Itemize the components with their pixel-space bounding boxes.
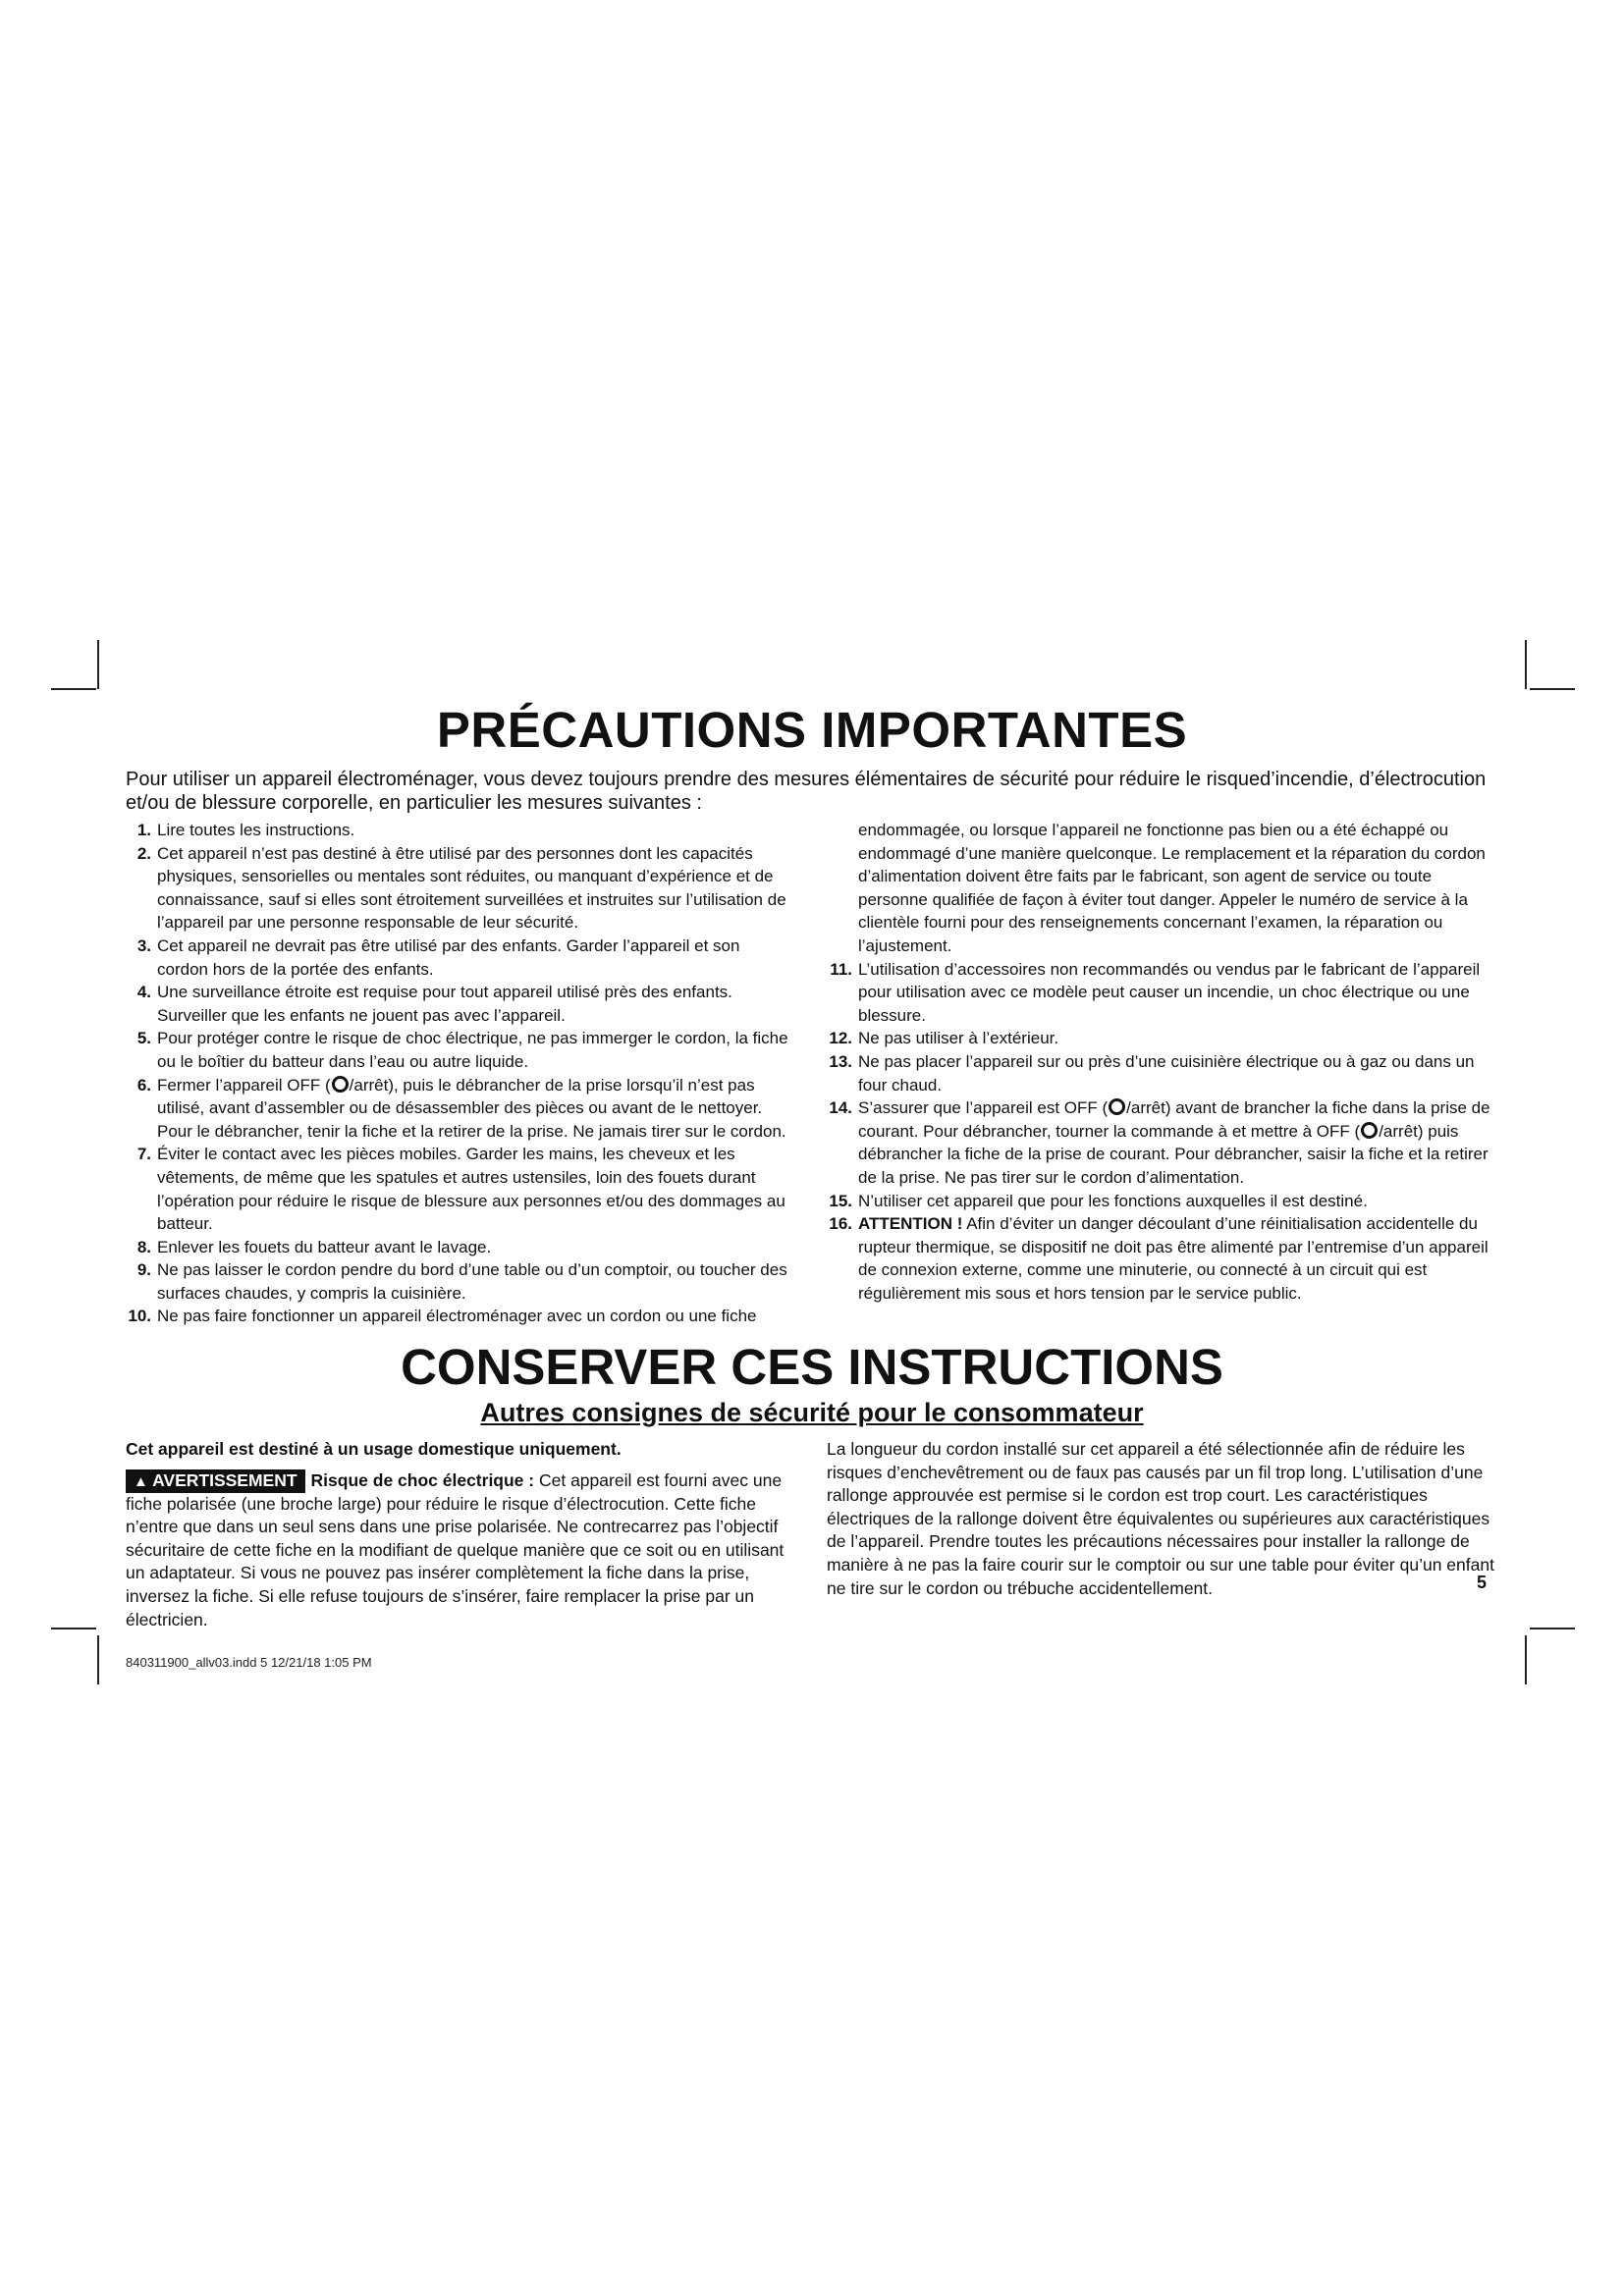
print-slug: 840311900_allv03.indd 5 12/21/18 1:05 PM (126, 1655, 372, 1670)
list-item: 10. Ne pas faire fonctionner un appareil électroménager avec un cordon ou une fiche (128, 1307, 757, 1326)
page-title: PRÉCAUTIONS IMPORTANTES (436, 702, 1188, 758)
crop-mark-top-left (97, 640, 99, 689)
list-item: 1. Lire toutes les instructions. (136, 821, 355, 839)
list-item: 3. Cet appareil ne devrait pas être utilisé par des enfants. Garder l’appareil et son cordon hors de la portée des enfants. (136, 935, 740, 979)
consumer-safety-section (126, 1438, 1498, 1631)
list-item: 12. Ne pas utiliser à l’extérieur. (829, 1029, 1059, 1048)
warning-badge: ▲ AVERTISSEMENT (126, 1469, 305, 1493)
crop-mark-bottom-right (1525, 1635, 1527, 1684)
crop-mark-top-right (1525, 640, 1527, 689)
consumer-right-column (827, 1438, 1498, 1631)
list-item: 6. Fermer l’appareil OFF ( /arrêt), puis le débrancher de la prise lorsqu’il n’est pas utilisé, avant d’assembler ou de désassembler des pièces ou avant de le nettoyer. Pour le débrancher, tenir la fiche et la retirer de la prise. Ne jamais tirer sur le cordon. (136, 1075, 786, 1141)
crop-mark-bottom-right-h (1530, 1628, 1575, 1629)
precautions-columns (126, 819, 1498, 1328)
list-item: 5. Pour protéger contre le risque de choc électrique, ne pas immerger le cordon, la fiche ou le boîtier du batteur dans l’eau ou autre liquide. (136, 1029, 788, 1071)
power-off-icon (1109, 1098, 1125, 1115)
page-number: 5 (1477, 1573, 1488, 1592)
extension-cord-paragraph: La longueur du cordon installé sur cet appareil a été sélectionnée afin de réduire les risques d’enchevêtrement ou de faux pas causés par un fil trop long. L’utilisation d’une rallonge approuvée est permise si le cordon est trop court. Les caractéristiques électriques de la rallonge doivent être équivalentes ou supérieures aux caractéristiques de l’appareil. Prendre toutes les précautions nécessaires pour installer la rallonge de manière à ne pas la faire courir sur le comptoir ou sur une table pour éviter qu’un enfant ne tire sur le cordon ou trébuche accidentellement. (827, 1439, 1494, 1598)
list-item: 11. L’utilisation d’accessoires non recommandés ou vendus par le fabricant de l’appareil pour utilisation avec ce modèle peut causer un incendie, un choc électrique ou une blessure. (830, 959, 1481, 1025)
list-item: 2. Cet appareil n’est pas destiné à être utilisé par des personnes dont les capacités physiques, sensorielles ou mentales sont réduites, ou manquant d’expérience et de connaissance, sauf si elles sont étroitement surveillées et instruites sur l’utilisation de l’appareil par une personne responsable de leur sécurité. (136, 843, 786, 933)
list-item: 9. Ne pas laisser le cordon pendre du bord d’une table ou d’un comptoir, ou toucher des surfaces chaudes, y compris la cuisinière. (136, 1260, 787, 1303)
list-item: 14. S’assurer que l’appareil est OFF ( /arrêt) avant de brancher la fiche dans la prise de courant. Pour débrancher, tourner la commande à et mettre à OFF ( /arrêt) puis débrancher la fiche de la prise de courant. Pour débrancher, saisir la fiche et la retirer de la prise. Ne pas tirer sur le cordon d’alimentation. (829, 1098, 1490, 1187)
list-item: 8. Enlever les fouets du batteur avant le lavage. (136, 1237, 492, 1256)
household-use-note: Cet appareil est destiné à un usage domestique uniquement. (126, 1439, 622, 1460)
crop-mark-bottom-left-h (51, 1628, 96, 1629)
risk-label: Risque de choc électrique : (310, 1469, 535, 1490)
precautions-right-column (827, 819, 1498, 1328)
crop-mark-bottom-left (97, 1635, 99, 1684)
attention-label: ATTENTION ! (858, 1214, 963, 1234)
power-off-icon (332, 1076, 349, 1093)
power-off-icon (1361, 1122, 1378, 1139)
list-item: 15. N’utiliser cet appareil que pour les fonctions auxquelles il est destiné. (829, 1191, 1368, 1210)
precautions-left-column (126, 819, 791, 1328)
list-item: 16. ATTENTION ! Afin d’éviter un danger découlant d’une réinitialisation accidentelle du rupteur thermique, se dispositif ne doit pas être alimenté par l’entremise d’un appareil de connexion externe, comme une minuterie, ou connecté à un circuit qui est régulièrement mis sous et hors tension par le service public. (829, 1214, 1489, 1303)
warning-triangle-icon: ▲ (134, 1472, 148, 1490)
list-item: 7. Éviter le contact avec les pièces mobiles. Garder les mains, les cheveux et les vêtements, de même que les spatules et autres ustensiles, loin des fouets durant l’opération pour réduire le risque de blessure aux personnes et/ou des dommages au batteur. (136, 1145, 785, 1234)
consumer-left-column (126, 1438, 791, 1631)
intro-paragraph: Pour utiliser un appareil électroménager, vous devez toujours prendre des mesures élémentaires de sécurité pour réduire le risqued’incendie, d’électrocution et/ou de blessure corporelle, en particulier les mesures suivantes : (126, 769, 1487, 814)
list-item-continuation: endommagée, ou lorsque l’appareil ne fonctionne pas bien ou a été échappé ou endommagé d’une manière quelconque. Le remplacement et la réparation du cordon d’alimentation doivent être faits par le fabricant, son agent de service ou toute personne qualifiée de façon à éviter tout danger. Appeler le numéro de service à la clientèle fourni pour des renseignements concernant l’examen, la réparation ou l’ajustement. (858, 821, 1486, 955)
warning-paragraph: ▲ AVERTISSEMENT Risque de choc électrique : Cet appareil est fourni avec une fiche polarisée (une broche large) pour réduire le risque d’électrocution. Cette fiche n’entre que dans un seul sens dans une prise polarisée. Ne contrecarrez pas l’objectif sécuritaire de cette fiche en la modifiant de quelque manière que ce soit ou en utilisant un adaptateur. Si vous ne pouvez pas insérer complètement la fiche dans la prise, inversez la fiche. Si elle refuse toujours de s’insérer, faire remplacer la prise par un électricien. (126, 1469, 785, 1629)
save-instructions-title: CONSERVER CES INSTRUCTIONS (401, 1339, 1223, 1396)
manual-page (126, 703, 1498, 1631)
crop-mark-top-right-h (1530, 688, 1575, 690)
crop-mark-top-left-h (51, 688, 96, 690)
section-subtitle: Autres consignes de sécurité pour le consommateur (480, 1398, 1144, 1428)
list-item: 4. Une surveillance étroite est requise pour tout appareil utilisé près des enfants. Surveiller que les enfants ne jouent pas avec l’appareil. (136, 983, 732, 1025)
list-item: 13. Ne pas placer l’appareil sur ou près d’une cuisinière électrique ou à gaz ou dans un four chaud. (829, 1051, 1475, 1095)
